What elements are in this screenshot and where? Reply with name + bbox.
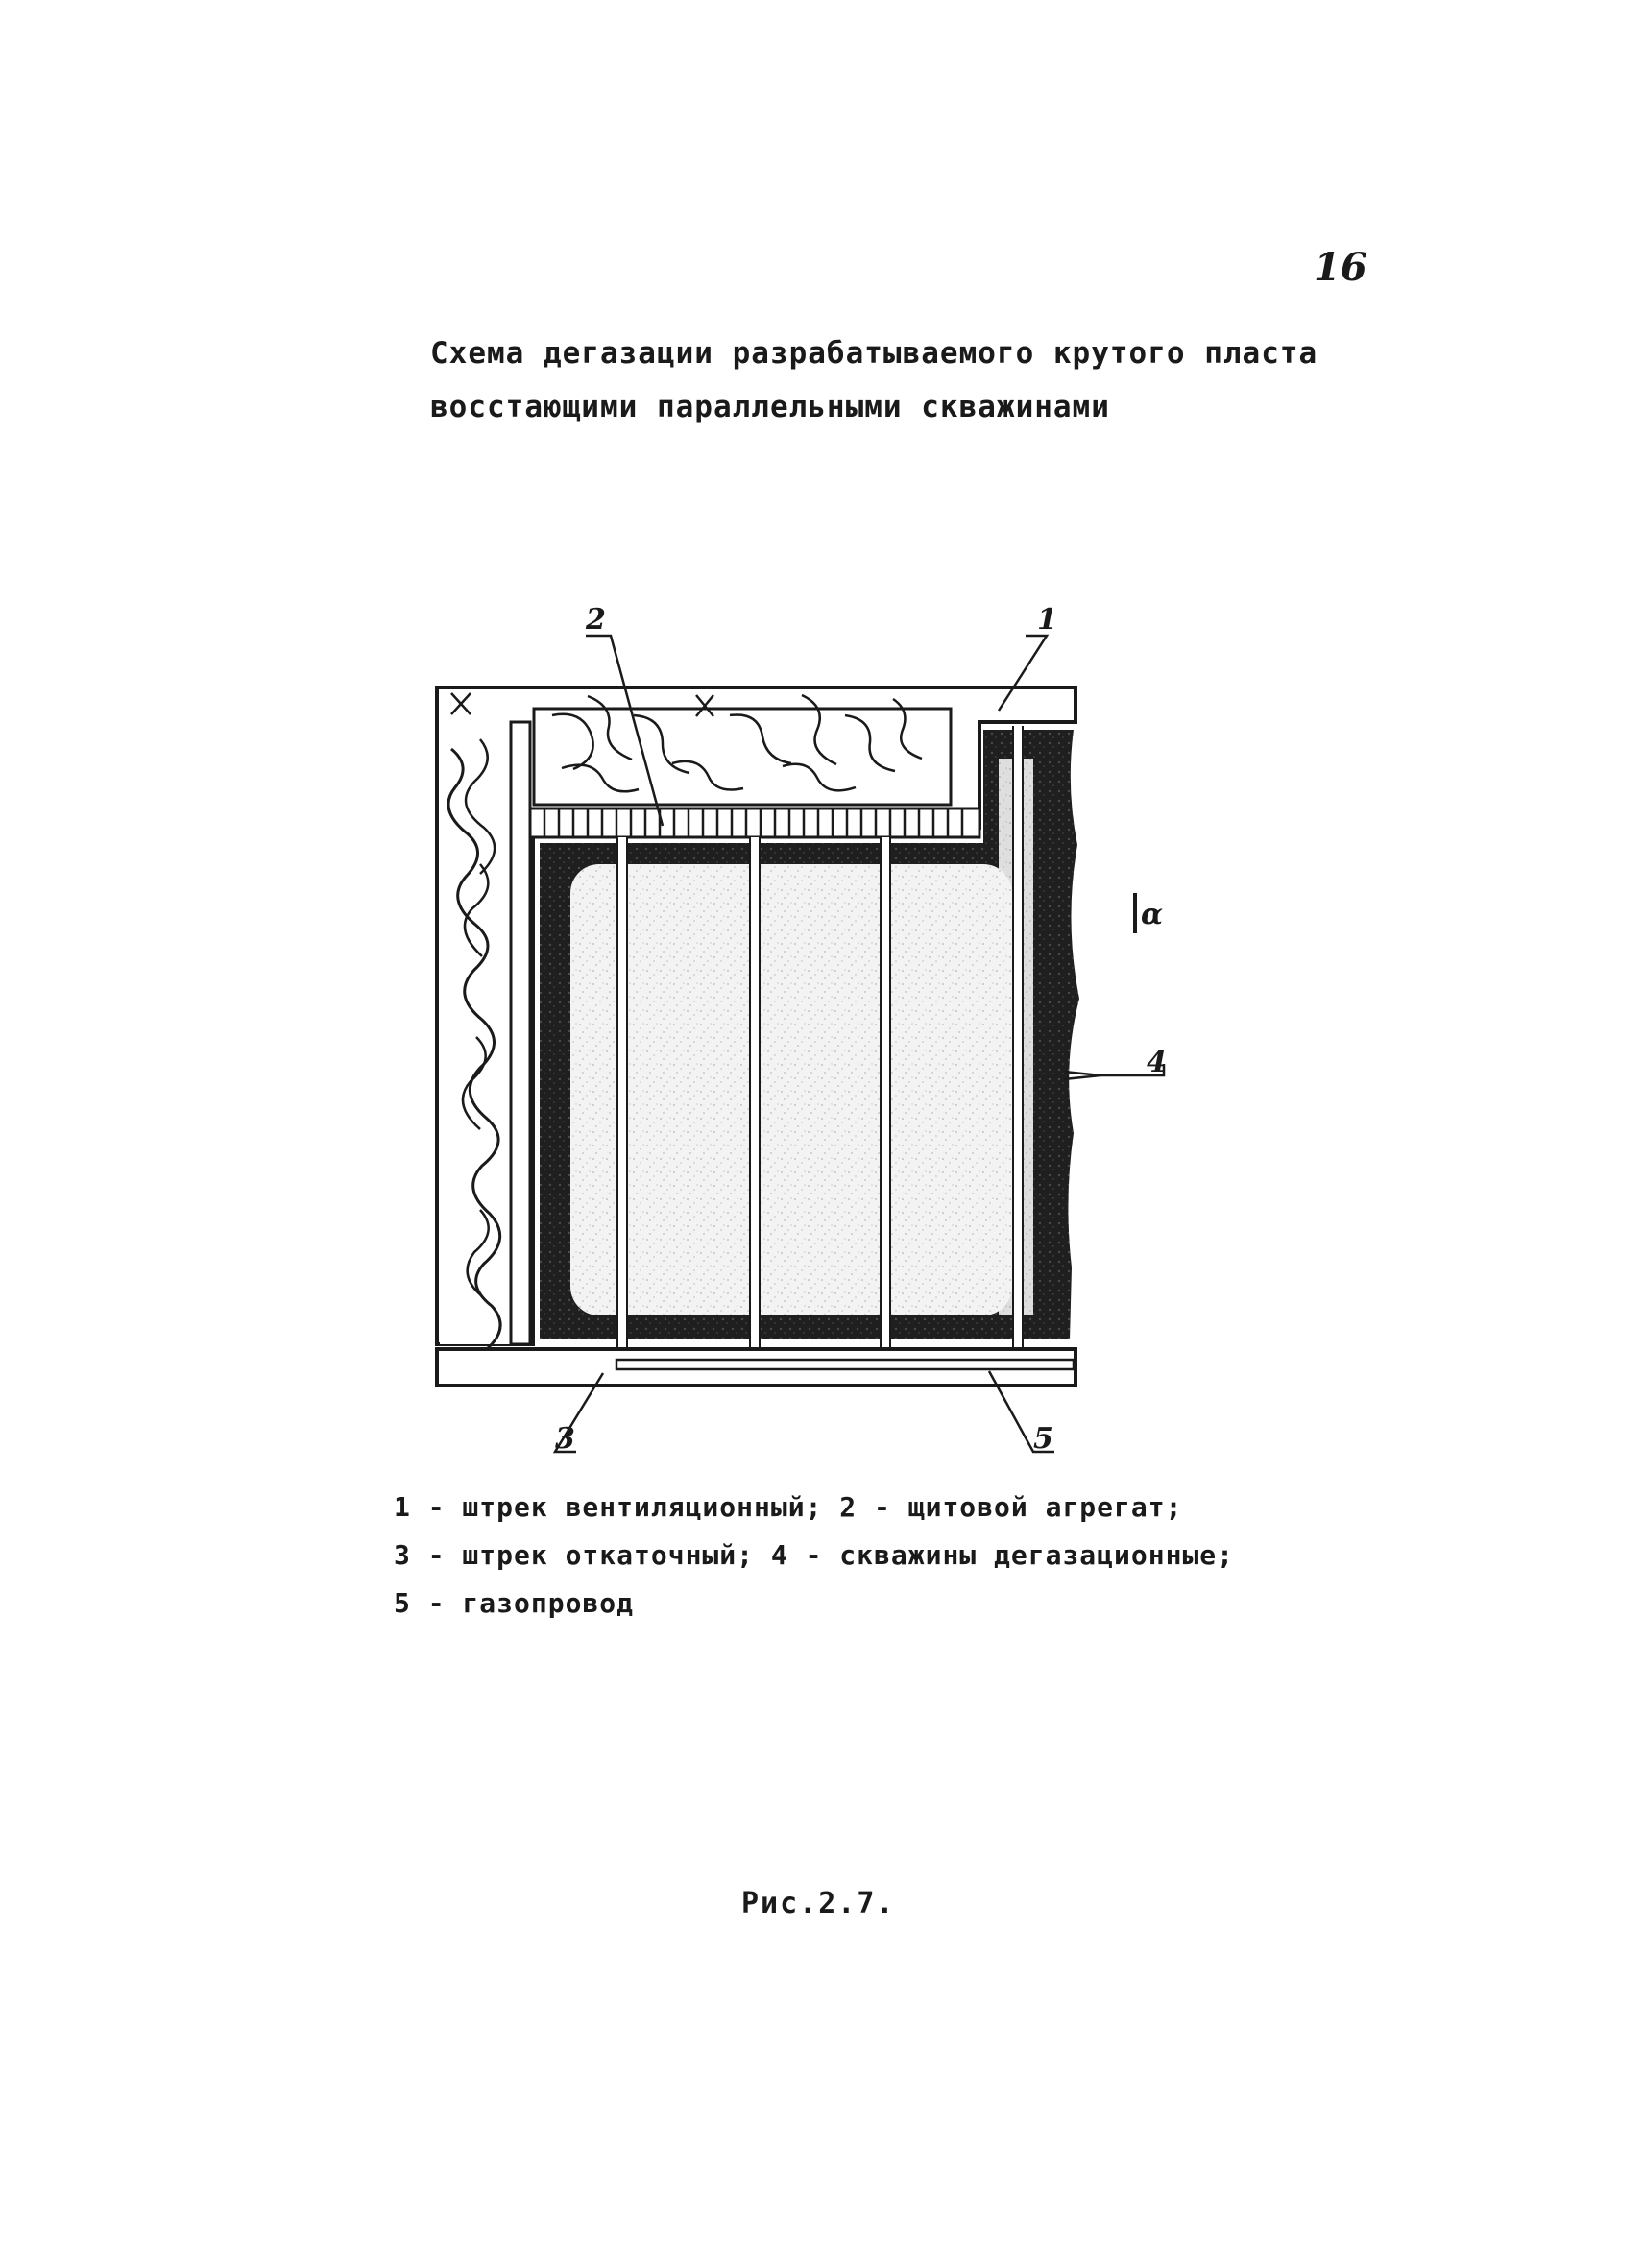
gas-pipeline bbox=[616, 1360, 1074, 1369]
legend-line-3: 5 - газопровод bbox=[394, 1587, 635, 1619]
shield-unit bbox=[530, 808, 979, 837]
callout-3: 3 bbox=[555, 1422, 575, 1456]
left-goaf-zone bbox=[440, 722, 530, 1348]
title-line-2: восстающими параллельными скважинами bbox=[430, 390, 1110, 424]
page-number: 16 bbox=[1314, 245, 1367, 290]
callout-2: 2 bbox=[586, 603, 606, 637]
figure-caption: Рис.2.7. bbox=[741, 1887, 896, 1920]
callout-1: 1 bbox=[1037, 603, 1057, 637]
callout-5: 5 bbox=[1033, 1422, 1053, 1456]
callout-4: 4 bbox=[1147, 1046, 1167, 1079]
legend bbox=[394, 1484, 1234, 1628]
dip-angle-marker bbox=[1135, 893, 1163, 933]
alpha-label: α bbox=[1141, 898, 1164, 931]
legend-line-2: 3 - штрек откаточный; 4 - скважины дегазационные; bbox=[394, 1539, 1235, 1571]
legend-line-1: 1 - штрек вентиляционный; 2 - щитовой агрегат; bbox=[394, 1491, 1183, 1523]
title-line-1: Схема дегазации разрабатываемого крутого пласта bbox=[430, 336, 1318, 371]
